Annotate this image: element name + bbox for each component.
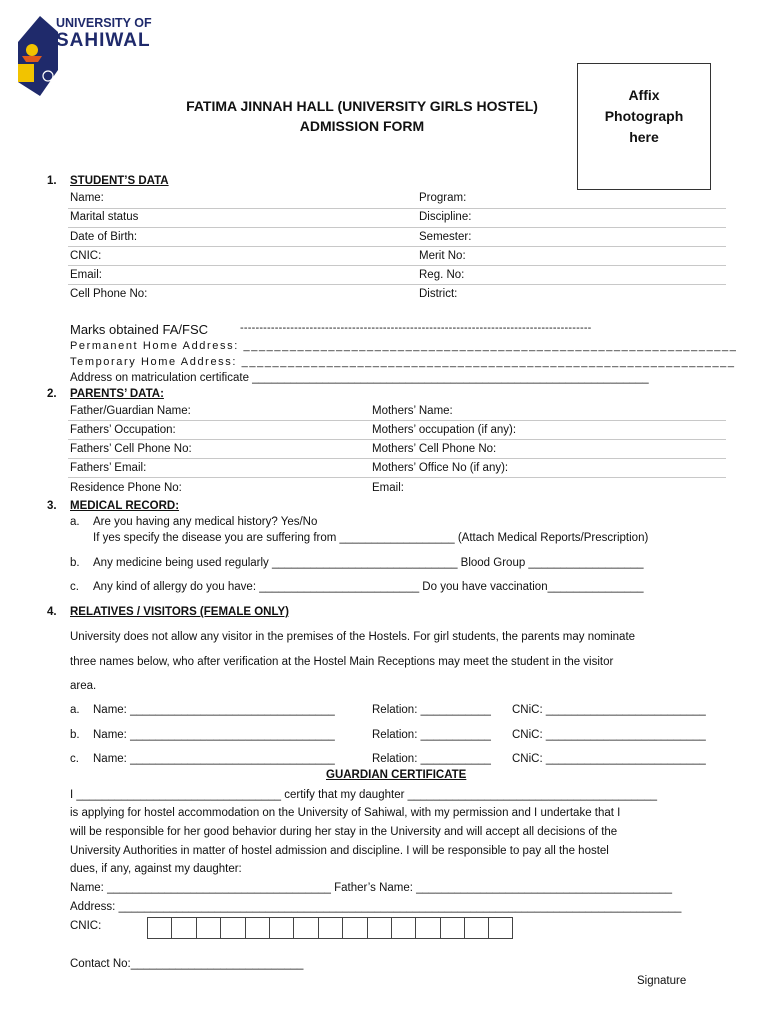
section-3-number: 3.: [47, 500, 57, 512]
grid-line: [68, 265, 726, 266]
cnic-digit-box: [464, 917, 488, 939]
guardian-certificate-title: GUARDIAN CERTIFICATE: [326, 769, 467, 781]
mother-email-label: Email:: [372, 482, 404, 494]
guardian-cert-line1: I ________________________________ certify that my daughter _______________________________________: [70, 789, 658, 801]
guardian-cert-line4: University Authorities in matter of hostel admission and discipline. I will be responsible to pay all the hostel: [70, 845, 609, 857]
form-title-line2: ADMISSION FORM: [299, 118, 425, 134]
visitor-policy-line1: University does not allow any visitor in the premises of the Hostels. For girl students, the parents may nominate: [70, 631, 636, 643]
grid-line: [68, 227, 726, 228]
cnic-digit-box: [391, 917, 415, 939]
mother-office-label: Mothers’ Office No (if any):: [372, 462, 509, 474]
grid-line: [68, 439, 726, 440]
mother-cell-label: Mothers’ Cell Phone No:: [372, 443, 497, 455]
father-email-label: Fathers’ Email:: [70, 462, 147, 474]
photo-box: [577, 63, 711, 190]
visitor-relation-field: Relation: ___________: [372, 753, 491, 765]
form-title-line1: FATIMA JINNAH HALL (UNIVERSITY GIRLS HOSTEL): [186, 98, 538, 114]
mother-name-label: Mothers’ Name:: [372, 405, 453, 417]
grid-line: [68, 458, 726, 459]
cnic-digit-box: [269, 917, 293, 939]
guardian-contact-field: Contact No:___________________________: [70, 958, 304, 970]
grid-line: [68, 246, 726, 247]
student-name-label: Name:: [70, 192, 104, 204]
visitor-policy-line3: area.: [70, 680, 97, 692]
guardian-cert-line5: dues, if any, against my daughter:: [70, 863, 242, 875]
student-semester-label: Semester:: [419, 231, 472, 243]
visitor-row-label: c.: [70, 753, 79, 765]
grid-line: [68, 477, 726, 478]
visitor-relation-field: Relation: ___________: [372, 729, 491, 741]
signature-label: Signature: [637, 975, 687, 987]
logo-line2: SAHIWAL: [56, 30, 151, 51]
permanent-address-field: Permanent Home Address: ________________________________________________________________: [70, 340, 738, 352]
medical-c-label: c.: [70, 581, 79, 593]
section-1-number: 1.: [47, 175, 57, 187]
medical-disease-field: If yes specify the disease you are suffering from __________________ (Attach Medical Reports/Prescription): [93, 532, 649, 544]
cnic-digit-box: [367, 917, 391, 939]
medicine-blood-group-field: Any medicine being used regularly _____________________________ Blood Group __________________: [93, 557, 644, 569]
university-logo: [10, 12, 152, 100]
visitor-cnic-field: CNiC: _________________________: [512, 753, 706, 765]
visitor-cnic-field: CNiC: _________________________: [512, 704, 706, 716]
medical-b-label: b.: [70, 557, 80, 569]
student-marital-label: Marital status: [70, 211, 139, 223]
visitor-row-label: b.: [70, 729, 80, 741]
residence-phone-label: Residence Phone No:: [70, 482, 182, 494]
visitor-name-field: Name: ________________________________: [93, 729, 335, 741]
student-reg-label: Reg. No:: [419, 269, 465, 281]
temporary-address-field: Temporary Home Address: ________________________________________________________________: [70, 356, 736, 368]
grid-line: [68, 420, 726, 421]
visitor-name-field: Name: ________________________________: [93, 753, 335, 765]
student-dob-label: Date of Birth:: [70, 231, 138, 243]
visitor-relation-field: Relation: ___________: [372, 704, 491, 716]
cnic-digit-box: [488, 917, 512, 939]
cnic-digit-box: [342, 917, 366, 939]
medical-a-label: a.: [70, 516, 80, 528]
student-discipline-label: Discipline:: [419, 211, 472, 223]
guardian-address-field: Address: ________________________________________________________________________________________: [70, 901, 682, 913]
cnic-digit-box: [293, 917, 317, 939]
section-2-number: 2.: [47, 388, 57, 400]
medical-history-question: Are you having any medical history? Yes/No: [93, 516, 318, 528]
guardian-cert-line2: is applying for hostel accommodation on the University of Sahiwal, with my permission and I undertake that I: [70, 807, 621, 819]
student-cell-label: Cell Phone No:: [70, 288, 148, 300]
guardian-cnic-label: CNIC:: [70, 920, 102, 932]
father-occupation-label: Fathers’ Occupation:: [70, 424, 176, 436]
section-3-title: MEDICAL RECORD:: [70, 500, 180, 512]
mother-occupation-label: Mothers’ occupation (if any):: [372, 424, 517, 436]
cnic-digit-box: [171, 917, 195, 939]
student-cnic-label: CNIC:: [70, 250, 102, 262]
photo-text-2: Photograph: [604, 108, 684, 124]
marks-dashes: -------------------------------------------------------------------------------------------: [240, 322, 592, 334]
student-district-label: District:: [419, 288, 458, 300]
allergy-vaccination-field: Any kind of allergy do you have: _________________________ Do you have vaccination_______________: [93, 581, 644, 593]
cnic-digit-box: [196, 917, 220, 939]
student-email-label: Email:: [70, 269, 102, 281]
student-program-label: Program:: [419, 192, 467, 204]
photo-text-1: Affix: [628, 87, 660, 103]
logo-line1: UNIVERSITY OF: [56, 16, 152, 30]
student-merit-label: Merit No:: [419, 250, 466, 262]
guardian-cnic-boxes: [147, 917, 513, 939]
visitor-name-field: Name: ________________________________: [93, 704, 335, 716]
grid-line: [68, 284, 726, 285]
visitor-cnic-field: CNiC: _________________________: [512, 729, 706, 741]
cnic-digit-box: [318, 917, 342, 939]
section-4-title: RELATIVES / VISITORS (FEMALE ONLY): [70, 606, 289, 618]
cnic-digit-box: [245, 917, 269, 939]
guardian-cert-line3: will be responsible for her good behavior during her stay in the University and will accept all decisions of the: [70, 826, 618, 838]
father-name-label: Father/Guardian Name:: [70, 405, 191, 417]
visitor-policy-line2: three names below, who after verification at the Hostel Main Receptions may meet the student in the visitor: [70, 656, 614, 668]
cnic-digit-box: [147, 917, 171, 939]
section-1-title: STUDENT’S DATA: [70, 175, 169, 187]
father-cell-label: Fathers’ Cell Phone No:: [70, 443, 192, 455]
visitor-row-label: a.: [70, 704, 80, 716]
guardian-name-field: Name: ___________________________________ Father’s Name: ________________________________________: [70, 882, 672, 894]
cnic-digit-box: [440, 917, 464, 939]
cnic-digit-box: [220, 917, 244, 939]
section-2-title: PARENTS’ DATA:: [70, 388, 164, 400]
matric-address-field: Address on matriculation certificate ______________________________________________________________: [70, 372, 649, 384]
photo-text-3: here: [629, 129, 659, 145]
grid-line: [68, 208, 726, 209]
section-4-number: 4.: [47, 606, 57, 618]
marks-label: Marks obtained FA/FSC: [70, 322, 208, 337]
cnic-digit-box: [415, 917, 439, 939]
